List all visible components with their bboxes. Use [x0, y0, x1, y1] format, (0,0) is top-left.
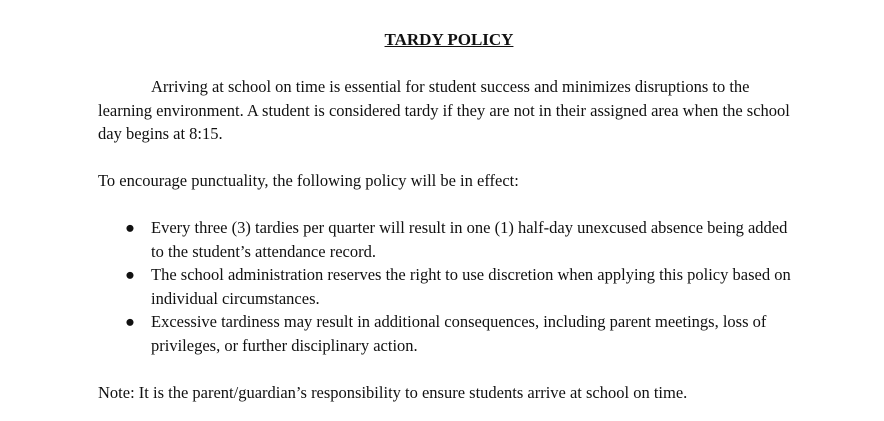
paragraph-spacer: [98, 357, 798, 381]
document-page: [98, 28, 798, 404]
list-item-text: Every three (3) tardies per quarter will result in one (1) half-day unexcused absence being added to the student’s attendance record.: [151, 218, 788, 261]
policy-bullet-list: [98, 216, 798, 357]
list-item-text: The school administration reserves the right to use discretion when applying this policy based on individual circumstances.: [151, 265, 791, 308]
intro-paragraph: Arriving at school on time is essential for student success and minimizes disruptions to the learning environment. A student is considered tardy if they are not in their assigned area when the school day begins at 8:15.: [98, 77, 790, 143]
note-paragraph: Note: It is the parent/guardian’s responsibility to ensure students arrive at school on time.: [98, 382, 688, 402]
list-item-text: Excessive tardiness may result in additional consequences, including parent meetings, loss of privileges, or further disciplinary action.: [151, 312, 767, 355]
paragraph-spacer: [98, 146, 798, 170]
lead-in-paragraph: To encourage punctuality, the following policy will be in effect:: [98, 171, 519, 190]
bullet-icon: ●: [125, 312, 135, 331]
list-item: [98, 216, 798, 263]
page-title: TARDY POLICY: [384, 30, 514, 49]
list-item: [98, 310, 798, 357]
bullet-icon: ●: [125, 218, 135, 237]
bullet-icon: ●: [125, 265, 135, 284]
paragraph-spacer: [98, 193, 798, 217]
list-item: [98, 263, 798, 310]
